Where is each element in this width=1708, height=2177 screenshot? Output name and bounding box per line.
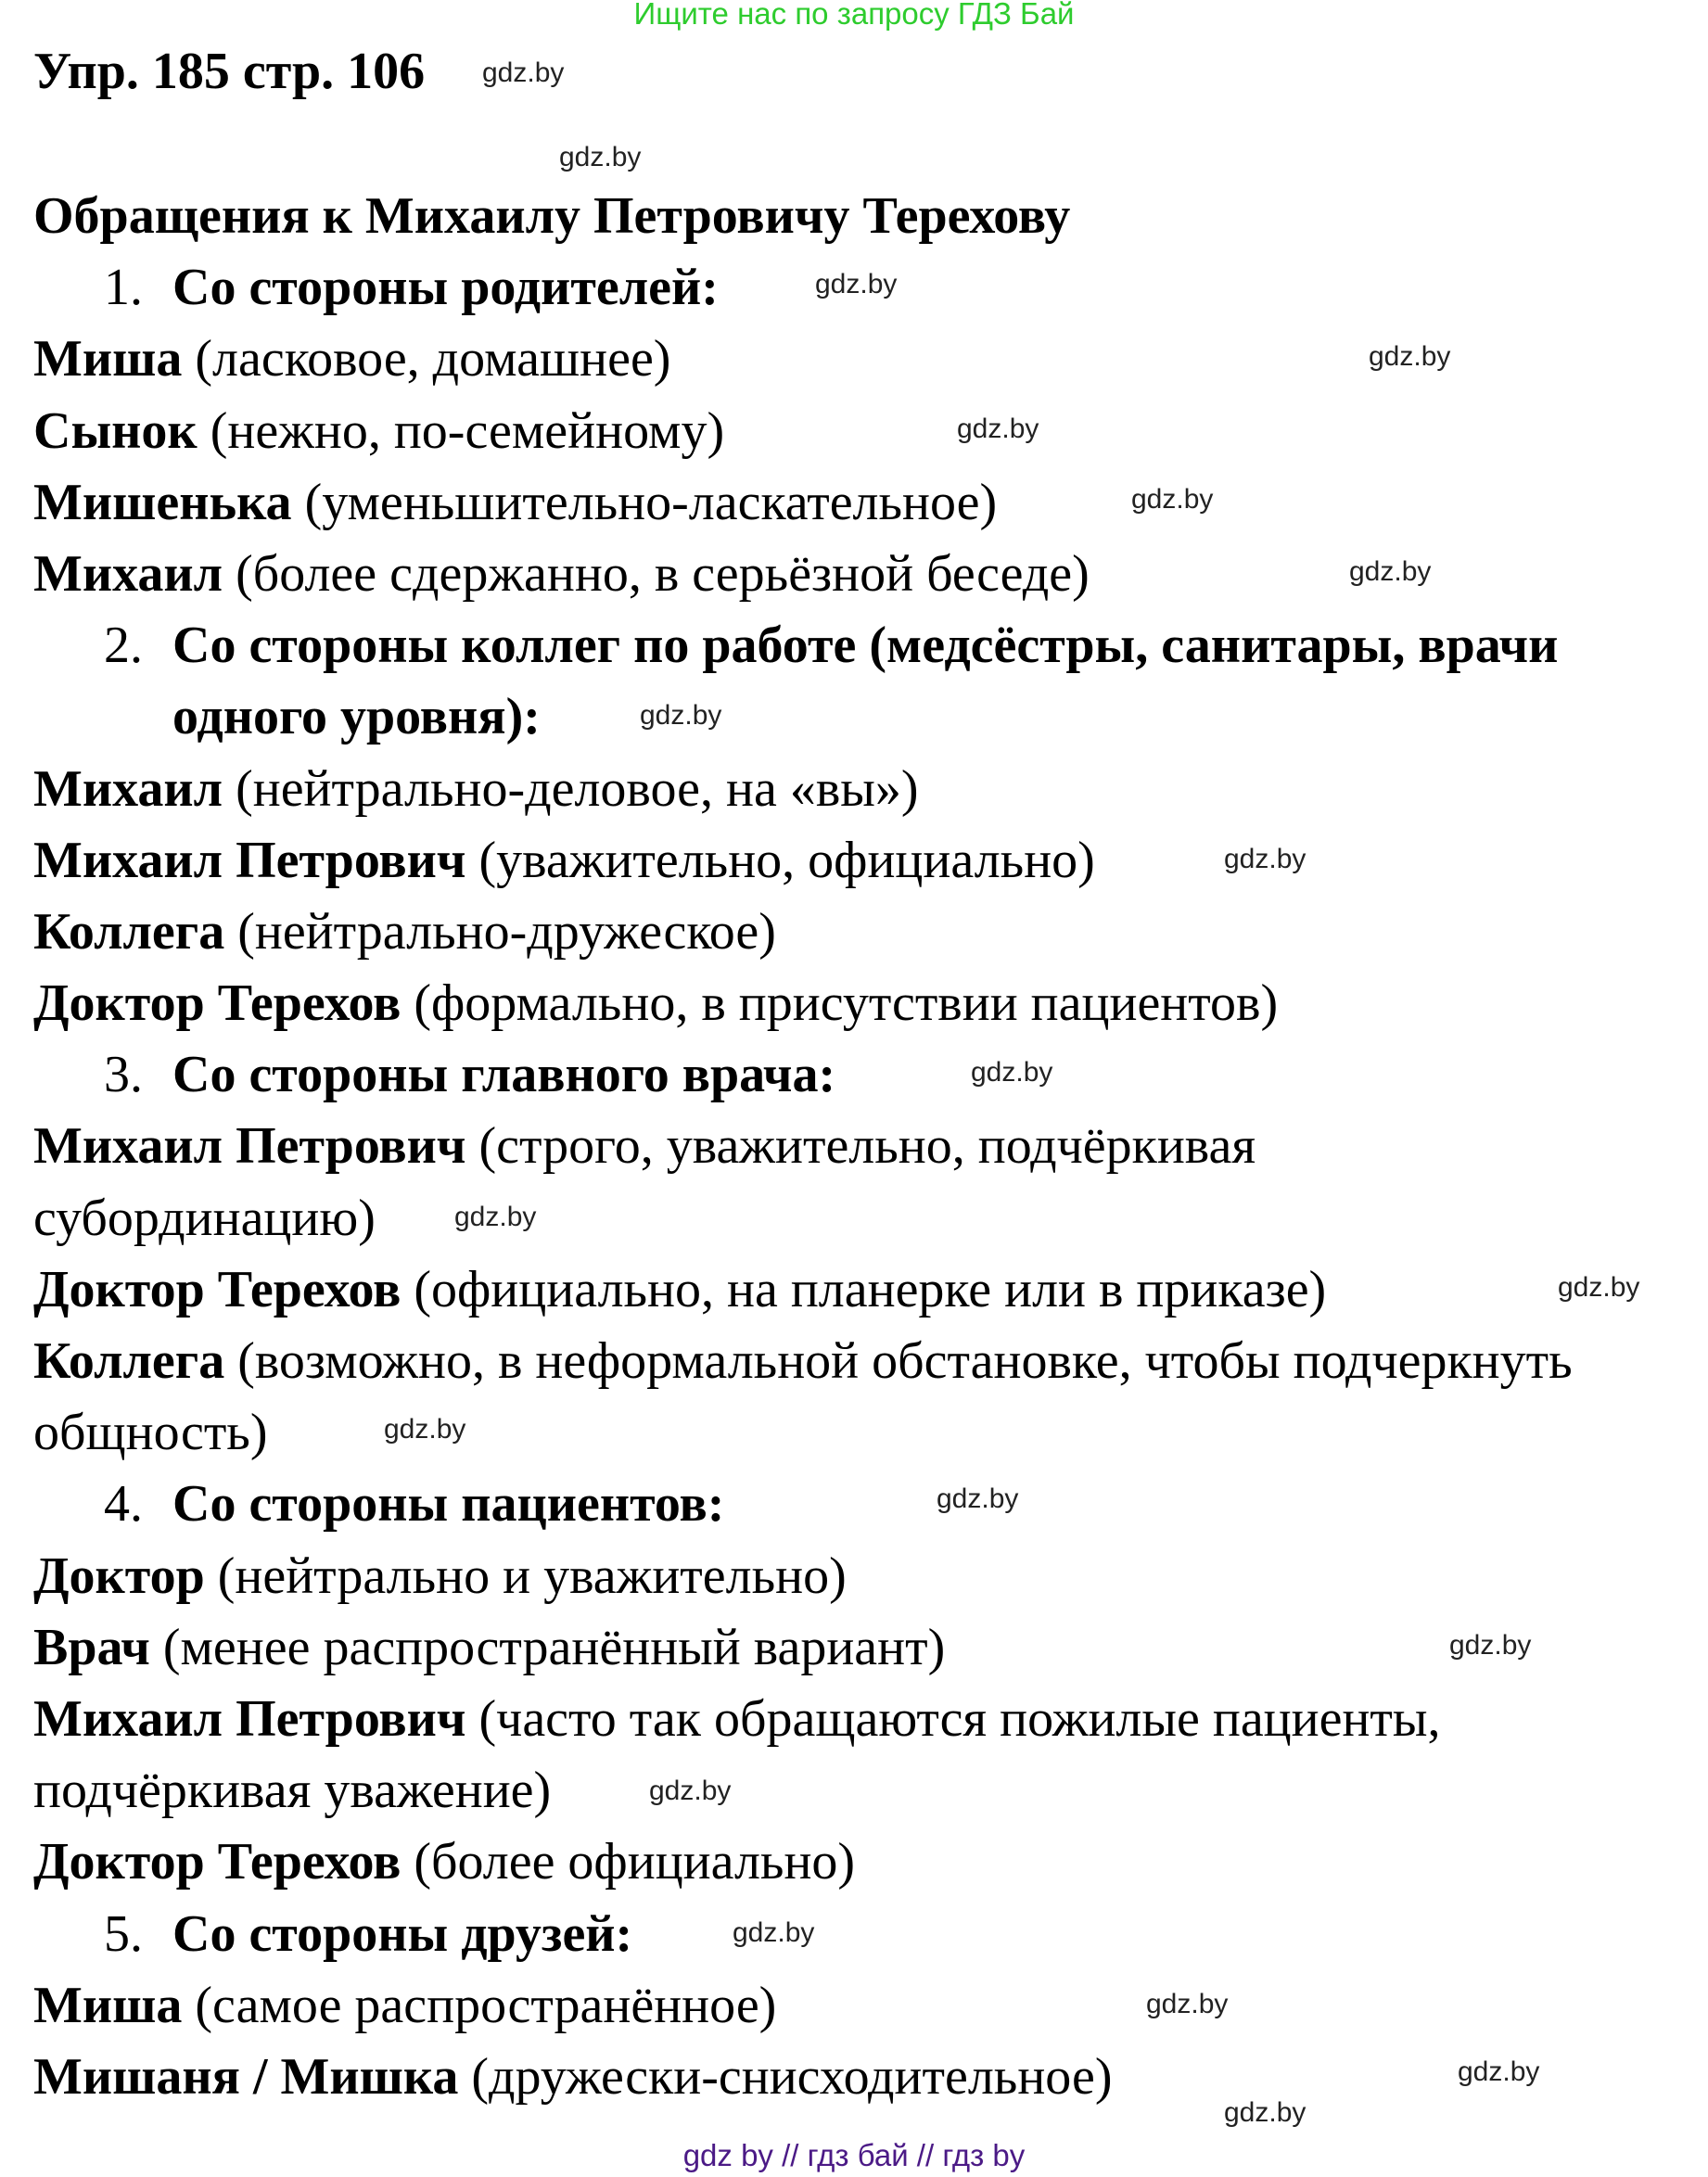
watermark: gdz.by xyxy=(957,414,1039,444)
answer-content xyxy=(33,181,1702,2113)
list-item xyxy=(33,539,1702,610)
list-item-cont: субординацию) xyxy=(33,1189,376,1247)
list-item xyxy=(33,1684,1702,1755)
list-item xyxy=(33,1254,1702,1326)
term-note: (строго, уважительно, подчёркивая xyxy=(465,1117,1256,1176)
term-name: Михаил Петрович xyxy=(33,831,466,889)
watermark: gdz.by xyxy=(384,1414,466,1445)
watermark: gdz.by xyxy=(1224,2097,1306,2128)
term-name: Мишенька xyxy=(33,473,292,531)
watermark: gdz.by xyxy=(815,269,898,299)
term-name: Обращения к Михаилу Петровичу Терехову xyxy=(33,187,1071,245)
term-note: Со стороны пациентов: xyxy=(172,1475,725,1534)
list-item xyxy=(33,825,1702,897)
watermark: gdz.by xyxy=(1369,341,1451,372)
watermark: gdz.by xyxy=(640,700,722,731)
term-note: (возможно, в неформальной обстановке, чтобы подчеркнуть xyxy=(224,1332,1573,1390)
term-name: Михаил Петрович xyxy=(33,1117,466,1176)
term-name: Доктор Терехов xyxy=(33,1260,402,1318)
watermark: gdz.by xyxy=(649,1776,732,1806)
term-name: Михаил xyxy=(33,544,223,603)
term-note: (нежно, по-семейному) xyxy=(197,401,725,460)
term-note: Со стороны друзей: xyxy=(172,1904,633,1963)
term-name: Михаил Петрович xyxy=(33,1689,466,1748)
watermark: gdz.by xyxy=(1349,556,1432,587)
term-note: (ласковое, домашнее) xyxy=(182,330,671,388)
term-note: (часто так обращаются пожилые пациенты, xyxy=(465,1689,1441,1748)
watermark: gdz.by xyxy=(1458,2056,1540,2087)
term-note: (более сдержанно, в серьёзной беседе) xyxy=(223,544,1090,603)
term-name: Доктор xyxy=(33,1547,205,1605)
list-item-cont: подчёркивая уважение) xyxy=(33,1762,552,1820)
term-note: (уменьшительно-ласкательное) xyxy=(291,473,998,531)
term-name: Сынок xyxy=(33,401,198,460)
term-note: (дружески-снисходительное) xyxy=(458,2047,1113,2106)
watermark: gdz.by xyxy=(1449,1630,1532,1661)
watermark: gdz.by xyxy=(454,1202,537,1232)
exercise-title: Упр. 185 стр. 106 xyxy=(33,43,426,100)
list-item xyxy=(33,1970,1702,2042)
list-item xyxy=(33,1111,1702,1182)
list-item xyxy=(33,1827,1702,1898)
term-note: (нейтрально и уважительно) xyxy=(204,1547,847,1605)
watermark: gdz.by xyxy=(482,57,565,88)
term-name: Коллега xyxy=(33,902,225,961)
term-note: (самое распространённое) xyxy=(182,1976,777,2034)
term-name: Миша xyxy=(33,1976,183,2034)
section-5-title: 5. Со стороны друзей: xyxy=(104,1904,633,1963)
list-item-cont: общность) xyxy=(33,1404,268,1462)
watermark: gdz.by xyxy=(1146,1989,1229,2019)
section-2-title-cont: одного уровня): xyxy=(172,688,541,746)
watermark: gdz.by xyxy=(1558,1272,1640,1303)
term-note: (менее распространённый вариант) xyxy=(149,1618,946,1676)
term-name: Врач xyxy=(33,1618,150,1676)
heading xyxy=(33,181,1702,252)
term-note: Со стороны главного врача: xyxy=(172,1046,836,1104)
watermark: gdz.by xyxy=(559,142,642,172)
term-name: Доктор Терехов xyxy=(33,1833,402,1891)
watermark: gdz.by xyxy=(937,1483,1019,1514)
list-item xyxy=(33,324,1702,395)
section-1-title: 1. Со стороны родителей: xyxy=(104,259,719,317)
section-2-title: 2. Со стороны коллег по работе (медсёстры, санитары, врачи xyxy=(104,617,1559,675)
term-note: (официально, на планерке или в приказе) xyxy=(401,1260,1327,1318)
list-item xyxy=(33,754,1702,825)
term-name: Коллега xyxy=(33,1332,225,1390)
term-note: (более официально) xyxy=(401,1833,856,1891)
watermark: gdz.by xyxy=(733,1917,815,1948)
term-note: (формально, в присутствии пациентов) xyxy=(401,974,1279,1033)
list-item xyxy=(33,396,1702,467)
watermark: gdz.by xyxy=(971,1057,1053,1088)
footer-links[interactable]: gdz by // гдз бай // гдз by xyxy=(682,2138,1026,2172)
term-note: (уважительно, официально) xyxy=(465,831,1095,889)
term-note: (нейтрально-деловое, на «вы») xyxy=(223,759,919,818)
list-item xyxy=(33,897,1702,968)
section-4-title: 4. Со стороны пациентов: xyxy=(104,1475,725,1534)
term-name: Доктор Терехов xyxy=(33,974,402,1033)
list-item xyxy=(33,1541,1702,1612)
watermark: gdz.by xyxy=(1131,484,1214,515)
list-item xyxy=(33,1326,1702,1397)
term-note: (нейтрально-дружеское) xyxy=(224,902,776,961)
term-name: Мишаня / Мишка xyxy=(33,2047,459,2106)
list-item xyxy=(33,968,1702,1039)
list-item xyxy=(33,2042,1702,2113)
watermark: gdz.by xyxy=(1224,844,1306,874)
term-name: Миша xyxy=(33,330,183,388)
term-note: Со стороны коллег по работе (медсёстры, санитары, врачи xyxy=(172,617,1559,675)
list-item xyxy=(33,467,1702,539)
section-3-title: 3. Со стороны главного врача: xyxy=(104,1046,836,1104)
term-note: Со стороны родителей: xyxy=(172,259,719,317)
search-banner-link[interactable]: Ищите нас по запросу ГДЗ Бай xyxy=(633,0,1075,31)
term-name: Михаил xyxy=(33,759,223,818)
